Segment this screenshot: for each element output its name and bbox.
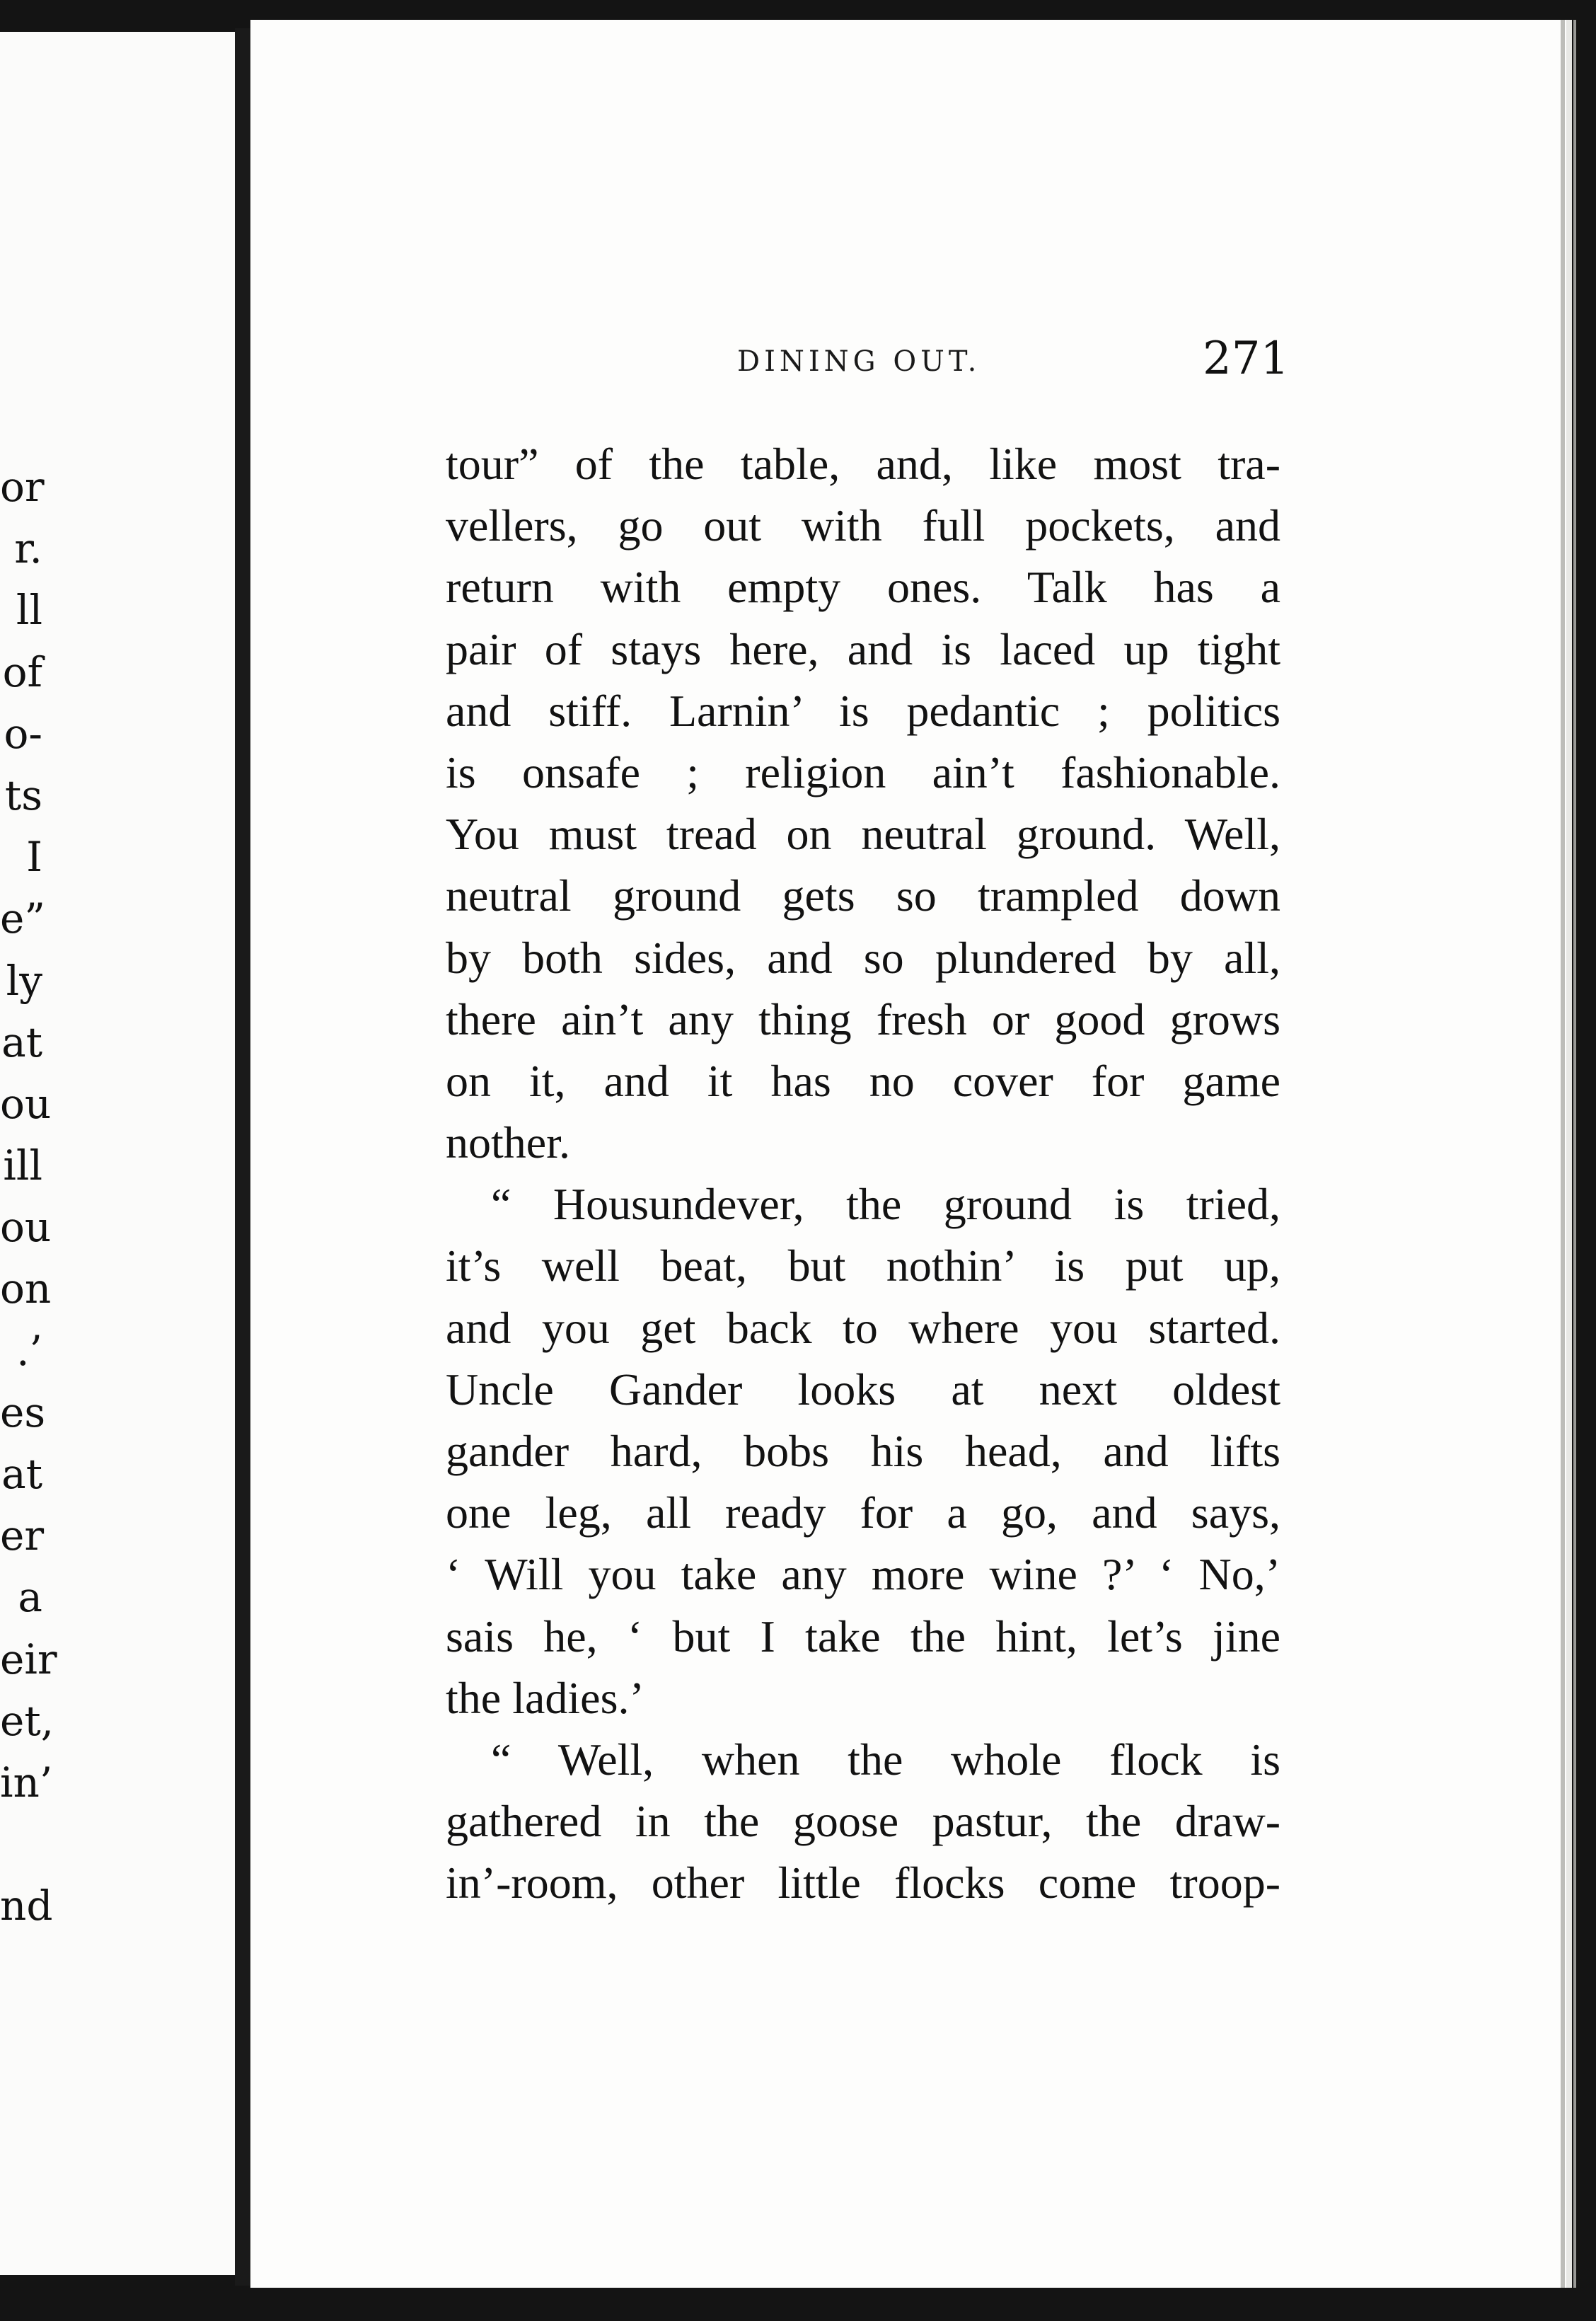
text-line: one leg, all ready for a go, and says, xyxy=(446,1487,1280,1538)
body-text xyxy=(446,433,1280,1914)
text-line: is onsafe ; religion ain’t fashionable. xyxy=(446,747,1280,797)
left-fragment-line: r. xyxy=(14,524,42,573)
left-page xyxy=(0,32,239,2275)
text-line: “ Well, when the whole flock is xyxy=(491,1734,1280,1785)
left-fragment-line: at xyxy=(1,1018,42,1066)
text-line: and stiff. Larnin’ is pedantic ; politics xyxy=(446,685,1280,736)
left-fragment-line: e” xyxy=(0,894,45,943)
left-fragment-line: .’ xyxy=(16,1326,42,1375)
left-fragment-line: o- xyxy=(4,709,42,758)
text-line: pair of stays here, and is laced up tight xyxy=(446,623,1280,674)
text-line: You must tread on neutral ground. Well, xyxy=(446,809,1280,860)
page-edge xyxy=(1561,20,1565,2288)
text-line: there ain’t any thing fresh or good grows xyxy=(446,994,1280,1044)
left-fragment-line: ly xyxy=(6,956,42,1005)
text-line: ‘ Will you take any more wine ?’ ‘ No,’ xyxy=(446,1549,1280,1600)
left-fragment-line: in’ xyxy=(0,1758,53,1807)
text-line: return with empty ones. Talk has a xyxy=(446,562,1280,613)
text-line: by both sides, and so plundered by all, xyxy=(446,932,1280,983)
text-line: sais he, ‘ but I take the hint, let’s jine xyxy=(446,1611,1280,1661)
left-fragment-line: at xyxy=(1,1450,42,1498)
text-line: neutral ground gets so trampled down xyxy=(446,870,1280,921)
text-line: vellers, go out with full pockets, and xyxy=(446,500,1280,551)
left-fragment-line: ts xyxy=(4,771,42,819)
left-fragment-line: et, xyxy=(0,1696,54,1745)
left-fragment-line xyxy=(0,1814,239,1875)
left-page-text-fragment xyxy=(0,456,239,1937)
book-gutter xyxy=(235,28,250,2286)
text-line: Uncle Gander looks at next oldest xyxy=(446,1364,1280,1415)
left-fragment-line: a xyxy=(18,1573,42,1622)
left-fragment-line: er xyxy=(0,1511,45,1560)
page-number: 271 xyxy=(1203,333,1290,385)
left-fragment-line: nd xyxy=(0,1882,53,1930)
text-line: gander hard, bobs his head, and lifts xyxy=(446,1426,1280,1476)
page-edge xyxy=(1566,20,1572,2288)
page-edge xyxy=(1573,20,1576,2288)
text-line: gathered in the goose pastur, the draw- xyxy=(446,1796,1280,1847)
text-line: in’-room, other little flocks come troop- xyxy=(446,1858,1280,1908)
left-fragment-line: of xyxy=(2,647,42,696)
text-line: “ Housundever, the ground is tried, xyxy=(491,1179,1280,1230)
left-fragment-line: ll xyxy=(16,586,42,635)
left-fragment-line: es xyxy=(0,1388,46,1436)
left-fragment-line: on xyxy=(0,1265,52,1313)
text-line: the ladies.’ xyxy=(446,1672,644,1723)
text-line: on it, and it has no cover for game xyxy=(446,1055,1280,1106)
left-fragment-line: I xyxy=(26,833,42,882)
text-line: and you get back to where you started. xyxy=(446,1302,1280,1353)
left-fragment-line: eir xyxy=(0,1635,57,1683)
text-line: nother. xyxy=(446,1117,570,1168)
left-fragment-line: ill xyxy=(3,1141,42,1190)
text-line: it’s well beat, but nothin’ is put up, xyxy=(446,1240,1280,1291)
text-line: tour” of the table, and, like most tra- xyxy=(446,439,1280,489)
running-head: DINING OUT. xyxy=(737,345,981,378)
left-fragment-line: or xyxy=(0,463,45,511)
left-fragment-line: ou xyxy=(0,1079,52,1128)
left-fragment-line: ou xyxy=(0,1203,52,1252)
